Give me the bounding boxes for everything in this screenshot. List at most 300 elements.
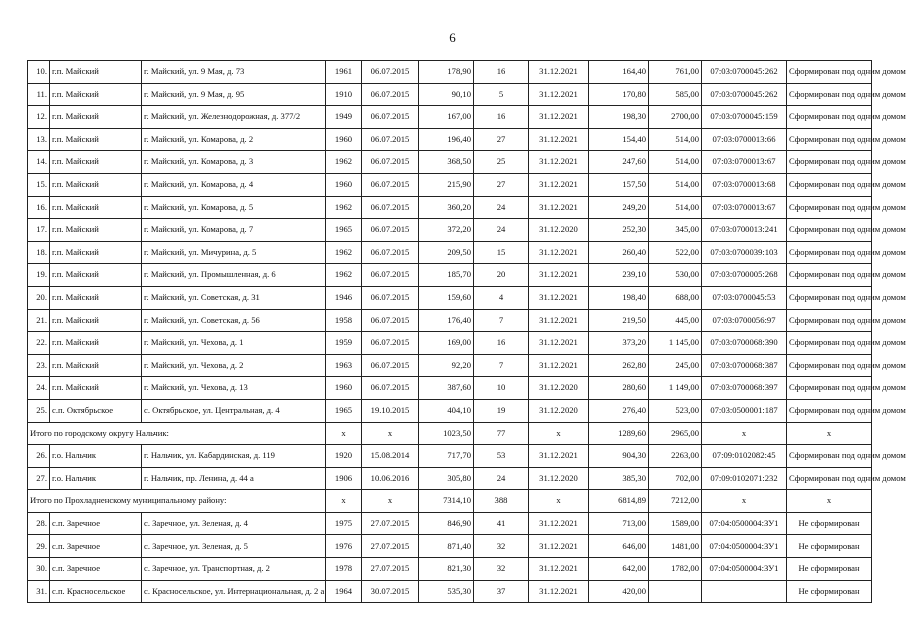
count-cell: 7 — [474, 354, 529, 377]
settlement-cell: с.п. Красносельское — [50, 580, 142, 603]
address-cell: г. Майский, ул. Комарова, д. 2 — [142, 128, 326, 151]
address-cell: г. Майский, ул. Комарова, д. 5 — [142, 196, 326, 219]
end-date-cell: 31.12.2021 — [529, 173, 589, 196]
cadastral-cell: 07:03:0700045:159 — [702, 106, 787, 129]
year-cell: 1962 — [326, 196, 362, 219]
cadastral-cell: x — [702, 422, 787, 445]
count-cell: 24 — [474, 219, 529, 242]
count-cell: 388 — [474, 490, 529, 513]
year-cell: 1949 — [326, 106, 362, 129]
area-cell: 209,50 — [419, 241, 474, 264]
status-cell: Сформирован под одним домом — [787, 354, 872, 377]
year-cell: 1960 — [326, 173, 362, 196]
cadastral-cell: 07:04:0500004:ЗУ1 — [702, 535, 787, 558]
cost-cell: 514,00 — [649, 151, 702, 174]
cost-cell: 702,00 — [649, 467, 702, 490]
status-cell: Не сформирован — [787, 580, 872, 603]
end-date-cell: 31.12.2020 — [529, 467, 589, 490]
count-cell: 16 — [474, 332, 529, 355]
end-date-cell: 31.12.2021 — [529, 512, 589, 535]
count-cell: 19 — [474, 399, 529, 422]
row-number: 31. — [28, 580, 50, 603]
table-row — [28, 241, 872, 264]
count-cell: 77 — [474, 422, 529, 445]
cadastral-cell: 07:03:0700056:97 — [702, 309, 787, 332]
cadastral-cell: 07:04:0500004:ЗУ1 — [702, 512, 787, 535]
date-cell: 06.07.2015 — [362, 196, 419, 219]
end-date-cell: x — [529, 490, 589, 513]
date-cell: 06.07.2015 — [362, 83, 419, 106]
settlement-cell: г.п. Майский — [50, 128, 142, 151]
area2-cell: 646,00 — [589, 535, 649, 558]
year-cell: 1962 — [326, 241, 362, 264]
cadastral-cell: 07:03:0700068:390 — [702, 332, 787, 355]
table-row — [28, 580, 872, 603]
count-cell: 37 — [474, 580, 529, 603]
area2-cell: 276,40 — [589, 399, 649, 422]
address-cell: г. Нальчик, ул. Кабардинская, д. 119 — [142, 445, 326, 468]
area2-cell: 713,00 — [589, 512, 649, 535]
count-cell: 27 — [474, 128, 529, 151]
end-date-cell: 31.12.2021 — [529, 558, 589, 581]
end-date-cell: 31.12.2021 — [529, 128, 589, 151]
address-cell: г. Майский, ул. Промышленная, д. 6 — [142, 264, 326, 287]
status-cell: x — [787, 422, 872, 445]
date-cell: 06.07.2015 — [362, 264, 419, 287]
year-cell: 1920 — [326, 445, 362, 468]
total-row — [28, 490, 872, 513]
end-date-cell: x — [529, 422, 589, 445]
end-date-cell: 31.12.2021 — [529, 151, 589, 174]
table-row — [28, 354, 872, 377]
count-cell: 24 — [474, 467, 529, 490]
date-cell: 06.07.2015 — [362, 151, 419, 174]
area-cell: 92,20 — [419, 354, 474, 377]
status-cell: Сформирован под одним домом — [787, 173, 872, 196]
area-cell: 7314,10 — [419, 490, 474, 513]
date-cell: 06.07.2015 — [362, 309, 419, 332]
settlement-cell: г.п. Майский — [50, 264, 142, 287]
year-cell: 1978 — [326, 558, 362, 581]
count-cell: 24 — [474, 196, 529, 219]
cadastral-cell: 07:03:0700013:67 — [702, 151, 787, 174]
cost-cell: 523,00 — [649, 399, 702, 422]
row-number: 28. — [28, 512, 50, 535]
address-cell: г. Майский, ул. Комарова, д. 7 — [142, 219, 326, 242]
settlement-cell: с.п. Заречное — [50, 558, 142, 581]
date-cell: 30.07.2015 — [362, 580, 419, 603]
cost-cell: 585,00 — [649, 83, 702, 106]
cost-cell: 1589,00 — [649, 512, 702, 535]
year-cell: 1959 — [326, 332, 362, 355]
area-cell: 215,90 — [419, 173, 474, 196]
cost-cell: 688,00 — [649, 286, 702, 309]
cost-cell: 2965,00 — [649, 422, 702, 445]
settlement-cell: г.п. Майский — [50, 332, 142, 355]
address-cell: г. Майский, ул. Чехова, д. 2 — [142, 354, 326, 377]
area-cell: 372,20 — [419, 219, 474, 242]
area2-cell: 239,10 — [589, 264, 649, 287]
cost-cell: 761,00 — [649, 61, 702, 84]
address-cell: г. Майский, ул. Комарова, д. 3 — [142, 151, 326, 174]
status-cell: Сформирован под одним домом — [787, 61, 872, 84]
area2-cell: 249,20 — [589, 196, 649, 219]
date-cell: 06.07.2015 — [362, 286, 419, 309]
row-number: 17. — [28, 219, 50, 242]
area2-cell: 247,60 — [589, 151, 649, 174]
address-cell: г. Майский, ул. 9 Мая, д. 95 — [142, 83, 326, 106]
table-row — [28, 332, 872, 355]
date-cell: 10.06.2016 — [362, 467, 419, 490]
row-number: 26. — [28, 445, 50, 468]
count-cell: 16 — [474, 61, 529, 84]
area-cell: 360,20 — [419, 196, 474, 219]
cost-cell: 345,00 — [649, 219, 702, 242]
date-cell: 06.07.2015 — [362, 377, 419, 400]
row-number: 10. — [28, 61, 50, 84]
area-cell: 871,40 — [419, 535, 474, 558]
end-date-cell: 31.12.2020 — [529, 377, 589, 400]
area-cell: 821,30 — [419, 558, 474, 581]
settlement-cell: г.о. Нальчик — [50, 467, 142, 490]
address-cell: г. Майский, ул. 9 Мая, д. 73 — [142, 61, 326, 84]
area2-cell: 6814,89 — [589, 490, 649, 513]
date-cell: 27.07.2015 — [362, 558, 419, 581]
year-cell: 1910 — [326, 83, 362, 106]
year-cell: 1962 — [326, 264, 362, 287]
year-cell: 1965 — [326, 219, 362, 242]
cadastral-cell: 07:03:0700045:262 — [702, 61, 787, 84]
end-date-cell: 31.12.2021 — [529, 241, 589, 264]
area2-cell: 1289,60 — [589, 422, 649, 445]
cadastral-cell: 07:03:0700068:387 — [702, 354, 787, 377]
area-cell: 167,00 — [419, 106, 474, 129]
count-cell: 32 — [474, 535, 529, 558]
area2-cell: 385,30 — [589, 467, 649, 490]
area-cell: 185,70 — [419, 264, 474, 287]
row-number: 30. — [28, 558, 50, 581]
status-cell: Сформирован под одним домом — [787, 196, 872, 219]
end-date-cell: 31.12.2021 — [529, 286, 589, 309]
cadastral-cell: x — [702, 490, 787, 513]
address-cell: г. Майский, ул. Советская, д. 56 — [142, 309, 326, 332]
year-cell: 1961 — [326, 61, 362, 84]
table-row — [28, 61, 872, 84]
total-row — [28, 422, 872, 445]
table-row — [28, 128, 872, 151]
date-cell: 27.07.2015 — [362, 512, 419, 535]
cost-cell: 522,00 — [649, 241, 702, 264]
cost-cell: 2263,00 — [649, 445, 702, 468]
cadastral-cell: 07:03:0700013:68 — [702, 173, 787, 196]
end-date-cell: 31.12.2020 — [529, 399, 589, 422]
row-number: 24. — [28, 377, 50, 400]
end-date-cell: 31.12.2021 — [529, 445, 589, 468]
area2-cell: 154,40 — [589, 128, 649, 151]
table-row — [28, 151, 872, 174]
address-cell: г. Майский, ул. Чехова, д. 13 — [142, 377, 326, 400]
date-cell: 06.07.2015 — [362, 173, 419, 196]
row-number: 21. — [28, 309, 50, 332]
area2-cell: 262,80 — [589, 354, 649, 377]
date-cell: 06.07.2015 — [362, 106, 419, 129]
status-cell: Сформирован под одним домом — [787, 377, 872, 400]
settlement-cell: г.п. Майский — [50, 241, 142, 264]
area-cell: 368,50 — [419, 151, 474, 174]
area2-cell: 170,80 — [589, 83, 649, 106]
end-date-cell: 31.12.2021 — [529, 309, 589, 332]
table-row — [28, 309, 872, 332]
address-cell: г. Майский, ул. Чехова, д. 1 — [142, 332, 326, 355]
count-cell: 10 — [474, 377, 529, 400]
address-cell: с. Октябрьское, ул. Центральная, д. 4 — [142, 399, 326, 422]
count-cell: 25 — [474, 151, 529, 174]
row-number: 13. — [28, 128, 50, 151]
area-cell: 196,40 — [419, 128, 474, 151]
status-cell: Сформирован под одним домом — [787, 219, 872, 242]
table-row — [28, 377, 872, 400]
address-cell: г. Майский, ул. Мичурина, д. 5 — [142, 241, 326, 264]
cost-cell: 2700,00 — [649, 106, 702, 129]
cadastral-cell: 07:03:0700013:67 — [702, 196, 787, 219]
status-cell: Сформирован под одним домом — [787, 128, 872, 151]
area-cell: 159,60 — [419, 286, 474, 309]
status-cell: Не сформирован — [787, 512, 872, 535]
row-number: 18. — [28, 241, 50, 264]
settlement-cell: г.п. Майский — [50, 196, 142, 219]
count-cell: 4 — [474, 286, 529, 309]
table-row — [28, 445, 872, 468]
page-number: 6 — [449, 30, 456, 45]
settlement-cell: г.п. Майский — [50, 151, 142, 174]
area-cell: 404,10 — [419, 399, 474, 422]
table-row — [28, 558, 872, 581]
cadastral-cell: 07:03:0700013:66 — [702, 128, 787, 151]
cost-cell — [649, 580, 702, 603]
address-cell: с. Красносельское, ул. Интернациональная, д. 2 а — [142, 580, 326, 603]
area2-cell: 642,00 — [589, 558, 649, 581]
cost-cell: 7212,00 — [649, 490, 702, 513]
date-cell: x — [362, 422, 419, 445]
status-cell: Сформирован под одним домом — [787, 445, 872, 468]
row-number: 22. — [28, 332, 50, 355]
count-cell: 5 — [474, 83, 529, 106]
end-date-cell: 31.12.2021 — [529, 535, 589, 558]
status-cell: x — [787, 490, 872, 513]
table-row — [28, 196, 872, 219]
cadastral-cell: 07:03:0700068:397 — [702, 377, 787, 400]
cadastral-cell: 07:03:0700013:241 — [702, 219, 787, 242]
settlement-cell: г.п. Майский — [50, 106, 142, 129]
date-cell: 19.10.2015 — [362, 399, 419, 422]
count-cell: 7 — [474, 309, 529, 332]
year-cell: 1963 — [326, 354, 362, 377]
count-cell: 20 — [474, 264, 529, 287]
total-label: Итого по городскому округу Нальчик: — [28, 422, 326, 445]
address-cell: г. Майский, ул. Советская, д. 31 — [142, 286, 326, 309]
status-cell: Не сформирован — [787, 558, 872, 581]
address-cell: с. Заречное, ул. Транспортная, д. 2 — [142, 558, 326, 581]
status-cell: Сформирован под одним домом — [787, 83, 872, 106]
year-cell: 1964 — [326, 580, 362, 603]
table-row — [28, 512, 872, 535]
area-cell: 387,60 — [419, 377, 474, 400]
settlement-cell: с.п. Октябрьское — [50, 399, 142, 422]
area-cell: 305,80 — [419, 467, 474, 490]
row-number: 29. — [28, 535, 50, 558]
cost-cell: 514,00 — [649, 196, 702, 219]
status-cell: Не сформирован — [787, 535, 872, 558]
settlement-cell: с.п. Заречное — [50, 535, 142, 558]
area-cell: 846,90 — [419, 512, 474, 535]
date-cell: 15.08.2014 — [362, 445, 419, 468]
row-number: 25. — [28, 399, 50, 422]
status-cell: Сформирован под одним домом — [787, 309, 872, 332]
area-cell: 169,00 — [419, 332, 474, 355]
table-row — [28, 219, 872, 242]
row-number: 16. — [28, 196, 50, 219]
area2-cell: 157,50 — [589, 173, 649, 196]
year-cell: 1965 — [326, 399, 362, 422]
row-number: 20. — [28, 286, 50, 309]
area2-cell: 198,30 — [589, 106, 649, 129]
row-number: 15. — [28, 173, 50, 196]
status-cell: Сформирован под одним домом — [787, 399, 872, 422]
table-row — [28, 173, 872, 196]
area2-cell: 252,30 — [589, 219, 649, 242]
area2-cell: 260,40 — [589, 241, 649, 264]
area2-cell: 373,20 — [589, 332, 649, 355]
settlement-cell: г.п. Майский — [50, 219, 142, 242]
year-cell: 1975 — [326, 512, 362, 535]
table-row — [28, 106, 872, 129]
area-cell: 717,70 — [419, 445, 474, 468]
status-cell: Сформирован под одним домом — [787, 241, 872, 264]
status-cell: Сформирован под одним домом — [787, 286, 872, 309]
year-cell: x — [326, 490, 362, 513]
end-date-cell: 31.12.2021 — [529, 83, 589, 106]
address-cell: с. Заречное, ул. Зеленая, д. 5 — [142, 535, 326, 558]
count-cell: 41 — [474, 512, 529, 535]
housing-registry-table — [27, 60, 906, 603]
settlement-cell: г.п. Майский — [50, 354, 142, 377]
end-date-cell: 31.12.2021 — [529, 332, 589, 355]
settlement-cell: г.п. Майский — [50, 377, 142, 400]
year-cell: 1962 — [326, 151, 362, 174]
area2-cell: 420,00 — [589, 580, 649, 603]
settlement-cell: г.п. Майский — [50, 61, 142, 84]
cadastral-cell: 07:03:0700045:262 — [702, 83, 787, 106]
year-cell: 1958 — [326, 309, 362, 332]
count-cell: 32 — [474, 558, 529, 581]
row-number: 19. — [28, 264, 50, 287]
count-cell: 15 — [474, 241, 529, 264]
cost-cell: 445,00 — [649, 309, 702, 332]
cost-cell: 514,00 — [649, 173, 702, 196]
table-row — [28, 467, 872, 490]
date-cell: 06.07.2015 — [362, 128, 419, 151]
cadastral-cell: 07:04:0500004:ЗУ1 — [702, 558, 787, 581]
settlement-cell: г.п. Майский — [50, 286, 142, 309]
area-cell: 535,30 — [419, 580, 474, 603]
settlement-cell: с.п. Заречное — [50, 512, 142, 535]
row-number: 14. — [28, 151, 50, 174]
table-row — [28, 264, 872, 287]
year-cell: 1976 — [326, 535, 362, 558]
end-date-cell: 31.12.2021 — [529, 264, 589, 287]
area2-cell: 164,40 — [589, 61, 649, 84]
cost-cell: 1481,00 — [649, 535, 702, 558]
settlement-cell: г.о. Нальчик — [50, 445, 142, 468]
date-cell: 06.07.2015 — [362, 241, 419, 264]
year-cell: 1906 — [326, 467, 362, 490]
count-cell: 53 — [474, 445, 529, 468]
date-cell: 06.07.2015 — [362, 354, 419, 377]
end-date-cell: 31.12.2021 — [529, 580, 589, 603]
status-cell: Сформирован под одним домом — [787, 332, 872, 355]
area-cell: 90,10 — [419, 83, 474, 106]
year-cell: 1960 — [326, 128, 362, 151]
cadastral-cell: 07:03:0500001:187 — [702, 399, 787, 422]
area-cell: 1023,50 — [419, 422, 474, 445]
row-number: 11. — [28, 83, 50, 106]
cost-cell: 245,00 — [649, 354, 702, 377]
area2-cell: 904,30 — [589, 445, 649, 468]
cost-cell: 1 149,00 — [649, 377, 702, 400]
area2-cell: 280,60 — [589, 377, 649, 400]
date-cell: x — [362, 490, 419, 513]
area-cell: 178,90 — [419, 61, 474, 84]
status-cell: Сформирован под одним домом — [787, 151, 872, 174]
total-label: Итого по Прохладненскому муниципальному району: — [28, 490, 326, 513]
date-cell: 06.07.2015 — [362, 332, 419, 355]
cost-cell: 1782,00 — [649, 558, 702, 581]
table-body — [28, 61, 906, 603]
area2-cell: 198,40 — [589, 286, 649, 309]
status-cell: Сформирован под одним домом — [787, 264, 872, 287]
year-cell: 1960 — [326, 377, 362, 400]
cadastral-cell: 07:09:0102071:232 — [702, 467, 787, 490]
table-row — [28, 83, 872, 106]
count-cell: 16 — [474, 106, 529, 129]
end-date-cell: 31.12.2021 — [529, 106, 589, 129]
row-number: 23. — [28, 354, 50, 377]
date-cell: 27.07.2015 — [362, 535, 419, 558]
end-date-cell: 31.12.2021 — [529, 354, 589, 377]
year-cell: 1946 — [326, 286, 362, 309]
address-cell: г. Майский, ул. Железнодорожная, д. 377/2 — [142, 106, 326, 129]
address-cell: г. Нальчик, пр. Ленина, д. 44 а — [142, 467, 326, 490]
row-number: 12. — [28, 106, 50, 129]
status-cell: Сформирован под одним домом — [787, 467, 872, 490]
row-number: 27. — [28, 467, 50, 490]
year-cell: x — [326, 422, 362, 445]
cadastral-cell: 07:09:0102082:45 — [702, 445, 787, 468]
area-cell: 176,40 — [419, 309, 474, 332]
cost-cell: 530,00 — [649, 264, 702, 287]
cadastral-cell: 07:03:0700005:268 — [702, 264, 787, 287]
cadastral-cell: 07:03:0700039:103 — [702, 241, 787, 264]
date-cell: 06.07.2015 — [362, 219, 419, 242]
table-row — [28, 286, 872, 309]
count-cell: 27 — [474, 173, 529, 196]
end-date-cell: 31.12.2021 — [529, 196, 589, 219]
settlement-cell: г.п. Майский — [50, 173, 142, 196]
date-cell: 06.07.2015 — [362, 61, 419, 84]
area2-cell: 219,50 — [589, 309, 649, 332]
cost-cell: 514,00 — [649, 128, 702, 151]
address-cell: с. Заречное, ул. Зеленая, д. 4 — [142, 512, 326, 535]
